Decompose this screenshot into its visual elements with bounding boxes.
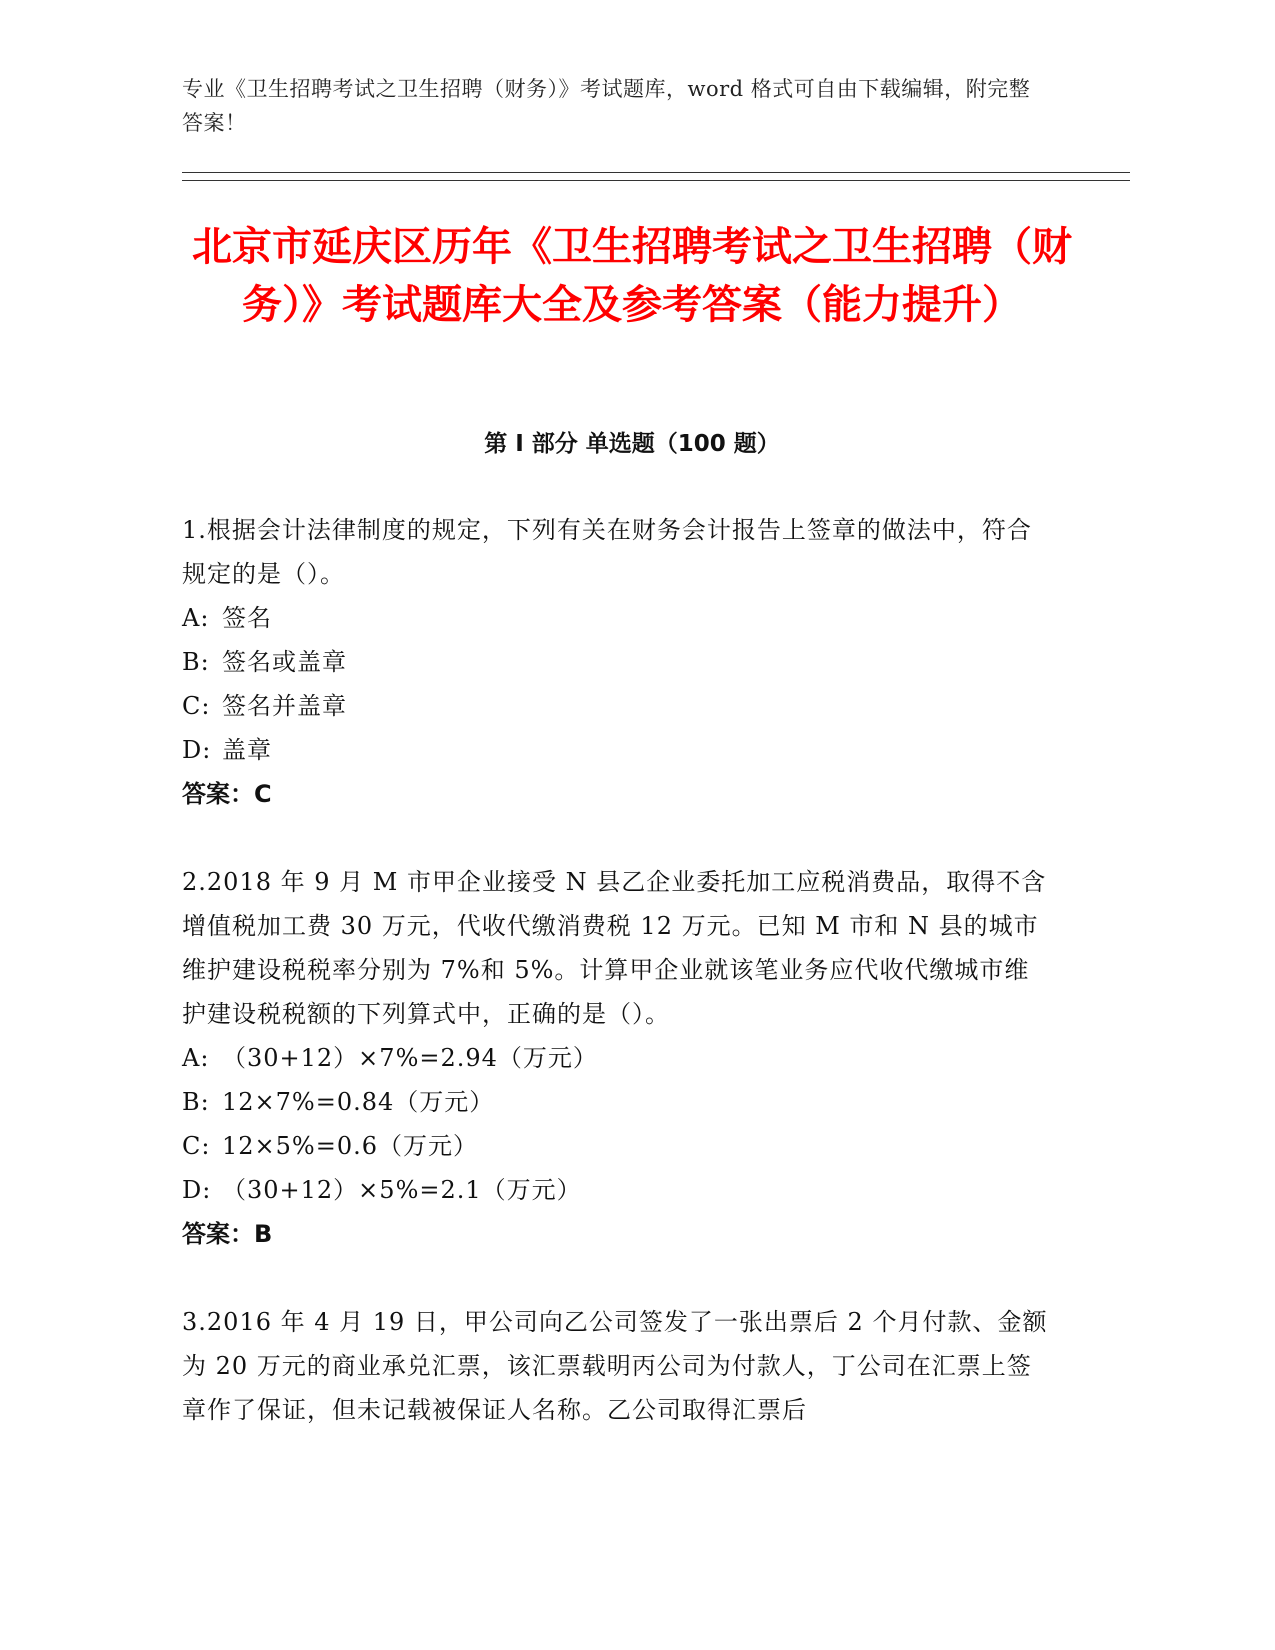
option-text: 签名 [222,604,272,632]
option-key: D: [182,736,212,764]
header-divider-bottom [182,180,1130,181]
option-text: 签名或盖章 [222,648,347,676]
question-2 [182,860,1052,1256]
option-d [182,1168,1052,1212]
question-stem: 2.2018 年 9 月 M 市甲企业接受 N 县乙企业委托加工应税消费品，取得不含增值税加工费 30 万元，代收代缴消费税 12 万元。已知 M 市和 N 县的城市维护建设税税率分别为 7%和 5%。计算甲企业就该笔业务应代收代缴城市维护建设税税额的下列算式中，正确的是（）。 [182,868,1047,1028]
question-answer: 答案：B [182,1220,273,1248]
option-key: C: [182,692,211,720]
header-divider-top [182,172,1130,173]
option-c [182,684,1052,728]
option-key: B: [182,1088,210,1116]
option-text: 12×5%=0.6（万元） [222,1132,478,1160]
question-list [182,508,1052,1476]
option-key: D: [182,1176,212,1204]
option-a [182,1036,1052,1080]
option-b [182,1080,1052,1124]
question-stem: 1.根据会计法律制度的规定，下列有关在财务会计报告上签章的做法中，符合规定的是（）。 [182,516,1032,588]
option-key: A: [182,604,210,632]
option-text: 盖章 [222,736,272,764]
option-c [182,1124,1052,1168]
question-stem: 3.2016 年 4 月 19 日，甲公司向乙公司签发了一张出票后 2 个月付款、金额为 20 万元的商业承兑汇票，该汇票载明丙公司为付款人，丁公司在汇票上签章作了保证，但未记载被保证人名称。乙公司取得汇票后 [182,1308,1048,1424]
option-text: 12×7%=0.84（万元） [222,1088,495,1116]
document-title: 北京市延庆区历年《卫生招聘考试之卫生招聘（财务）》考试题库大全及参考答案（能力提升） [192,224,1072,328]
option-text: （30+12）×7%=2.94（万元） [222,1044,598,1072]
header-note: 专业《卫生招聘考试之卫生招聘（财务）》考试题库，word 格式可自由下载编辑，附完整答案！ [182,77,1031,135]
option-key: A: [182,1044,210,1072]
question-3 [182,1300,1052,1432]
option-key: C: [182,1132,211,1160]
option-text: 签名并盖章 [222,692,347,720]
section-heading: 第 I 部分 单选题（100 题） [484,431,780,457]
option-text: （30+12）×5%=2.1（万元） [222,1176,582,1204]
question-1 [182,508,1052,816]
option-key: B: [182,648,210,676]
option-a [182,596,1052,640]
option-b [182,640,1052,684]
question-answer: 答案：C [182,780,272,808]
option-d [182,728,1052,772]
